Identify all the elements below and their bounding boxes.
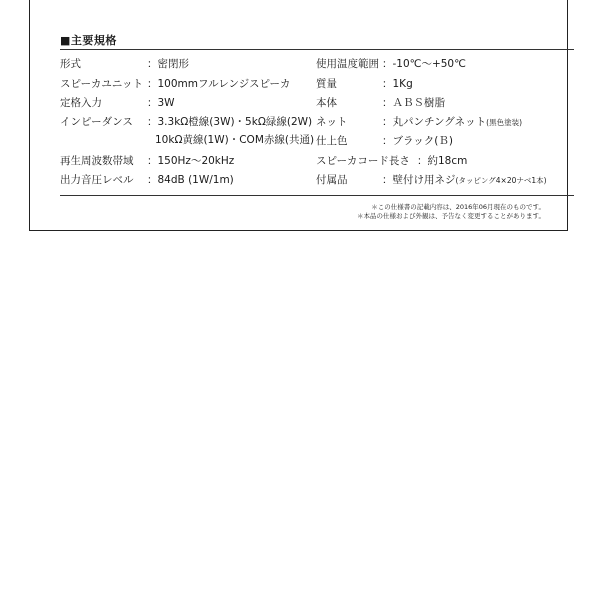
spec-value-net bbox=[382, 116, 522, 129]
spec-value-spl: ：84dB (1W/1m) bbox=[147, 174, 234, 186]
spec-label-accessories: 付属品 bbox=[316, 174, 348, 186]
spec-label-rated-input: 定格入力 bbox=[60, 97, 102, 109]
spec-label-temperature: 使用温度範囲 bbox=[316, 58, 379, 70]
divider-bottom bbox=[60, 195, 574, 196]
spec-label-finish: 仕上色 bbox=[316, 135, 348, 147]
spec-value-accessories-note: (タッピング4×20ナベ1本) bbox=[455, 176, 547, 185]
section-title: ■主要規格 bbox=[60, 34, 117, 47]
spec-value-unit: ：100mmフルレンジスピーカ bbox=[147, 78, 291, 90]
spec-value-temperature: ：-10℃～+50℃ bbox=[382, 58, 466, 70]
spec-value-accessories-text: ：壁付け用ネジ bbox=[382, 174, 456, 186]
spec-value-frequency: ：150Hz～20kHz bbox=[147, 155, 235, 167]
spec-label-frequency: 再生周波数帯域 bbox=[60, 155, 134, 167]
spec-value-type: ：密閉形 bbox=[147, 58, 189, 70]
spec-label-unit: スピーカユニット bbox=[60, 78, 143, 90]
spec-value-net-text: ：丸パンチングネット bbox=[382, 116, 487, 128]
spec-label-net: ネット bbox=[316, 116, 348, 128]
spec-label-spl: 出力音圧レベル bbox=[60, 174, 134, 186]
spec-value-finish: ：ブラック(Ｂ) bbox=[382, 135, 453, 147]
spec-panel bbox=[29, 0, 568, 231]
spec-value-cord-length: ：約18cm bbox=[417, 155, 468, 167]
spec-value-mass: ：1Kg bbox=[382, 78, 413, 90]
spec-value-impedance: ：3.3kΩ橙線(3W)・5kΩ緑線(2W) bbox=[147, 116, 313, 128]
spec-value-accessories bbox=[382, 174, 547, 187]
spec-value-body: ：ＡＢＳ樹脂 bbox=[382, 97, 445, 109]
footnote-change: ＊本品の仕様および外観は、予告なく変更することがあります。 bbox=[357, 212, 545, 220]
spec-label-body: 本体 bbox=[316, 97, 337, 109]
spec-value-impedance-line2: 10kΩ黄線(1W)・COM赤線(共通) bbox=[155, 134, 315, 146]
spec-label-type: 形式 bbox=[60, 58, 81, 70]
footnote-date: ＊この仕様書の記載内容は、2016年06月現在のものです。 bbox=[371, 203, 545, 211]
spec-label-impedance: インピーダンス bbox=[60, 116, 133, 128]
spec-value-net-note: (黒色塗装) bbox=[486, 118, 523, 127]
spec-label-mass: 質量 bbox=[316, 78, 337, 90]
spec-label-cord-length: スピーカコード長さ bbox=[316, 155, 410, 167]
divider-top bbox=[60, 49, 574, 50]
spec-value-rated-input: ：3W bbox=[147, 97, 175, 109]
